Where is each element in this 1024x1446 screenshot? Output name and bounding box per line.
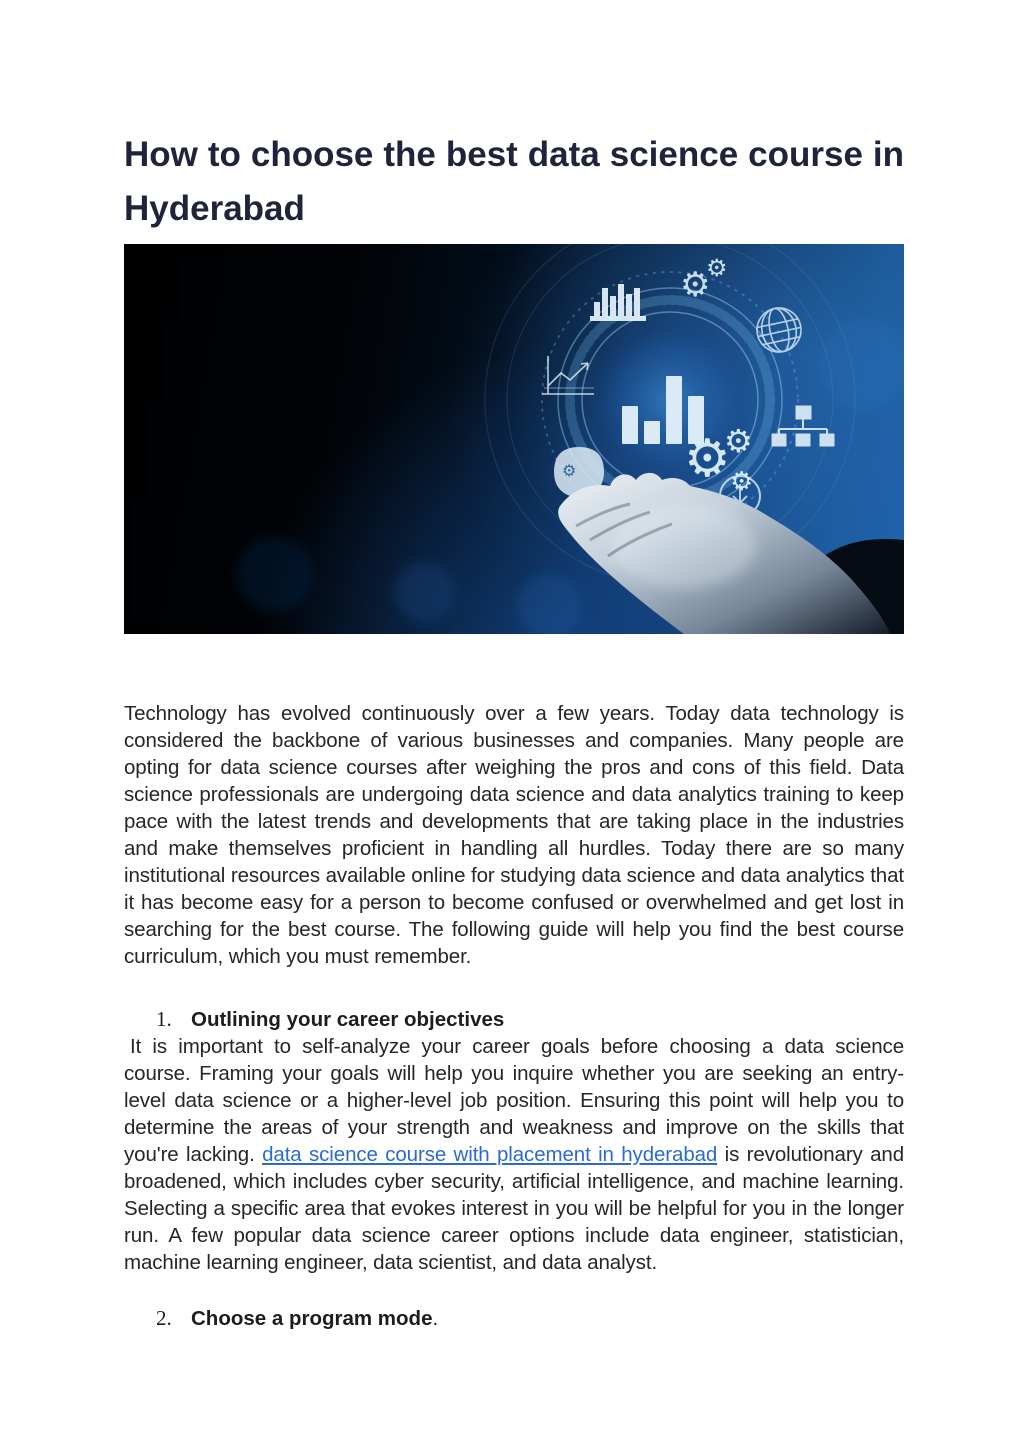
list-heading: Choose a program mode xyxy=(191,1307,433,1330)
list-item-2: 2. Choose a program mode. xyxy=(156,1306,439,1330)
svg-text:⚙: ⚙ xyxy=(562,461,577,480)
page-title: How to choose the best data science course in Hyderabad xyxy=(124,135,904,228)
career-text-after-link: is revolutionary and broadened, which includes cyber security, artificial intelligence, and machine learning. Selecting a specific area that evokes interest in you will be helpful for you in the longer run. A few popular data science career options include data engineer, statistician, machine learning engineer, data scientist, and data analyst. xyxy=(124,1143,905,1274)
gear-icon: ⚙ xyxy=(684,429,731,489)
career-text-before-link: It is important to self-analyze your career goals before choosing a data science course. Framing your goals will help you inquire whether you are seeking an entry-level data science or a higher-level job position. Ensuring this point will help you to determine the areas of your strength and weakness and improve on the skills that you're lacking. xyxy=(124,1035,904,1166)
career-paragraph xyxy=(124,1033,904,1276)
gears-icon xyxy=(680,254,728,305)
svg-text:⚙: ⚙ xyxy=(680,265,711,305)
bar-chart-icon xyxy=(590,284,646,321)
gear-icon: ⚙ xyxy=(730,467,754,497)
list-item-1 xyxy=(124,1006,904,1033)
placement-course-link[interactable]: data science course with placement in hyderabad xyxy=(262,1143,718,1166)
svg-text:⚙: ⚙ xyxy=(706,254,728,282)
hero-illustration xyxy=(124,244,904,634)
list-number: 1. xyxy=(156,1007,172,1031)
hand xyxy=(558,473,904,634)
gear-icon: ⚙ xyxy=(724,422,753,460)
list-number: 2. xyxy=(156,1306,172,1330)
list-heading: Outlining your career objectives xyxy=(191,1008,505,1031)
intro-paragraph: Technology has evolved continuously over a few years. Today data technology is considered the backbone of various businesses and companies. Many people are opting for data science courses after weighing the pros and cons of this field. Data science professionals are undergoing data science and data analytics training to keep pace with the latest trends and developments that are taking place in the industries and make themselves proficient in handling all hurdles. Today there are so many institutional resources available online for studying data science and data analytics that it has become easy for a person to become confused or overwhelmed and get lost in searching for the best course. The following guide will help you find the best course curriculum, which you must remember. xyxy=(124,702,904,968)
hero-image xyxy=(124,244,904,634)
